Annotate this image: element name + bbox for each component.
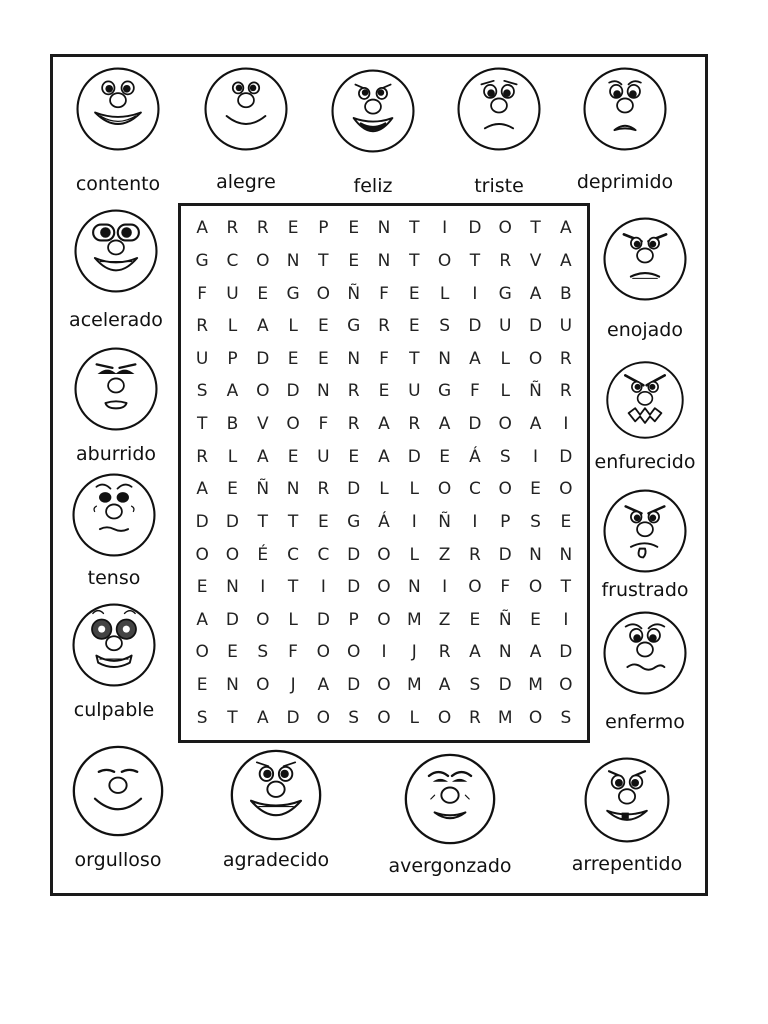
grid-letter: T <box>469 250 481 271</box>
emotion-card-aburrido <box>51 345 181 485</box>
grid-letter: R <box>408 414 421 435</box>
grid-letter: G <box>195 250 209 271</box>
grid-letter: L <box>409 707 420 728</box>
aburrido-face-icon <box>72 345 160 433</box>
grid-letter: O <box>559 675 573 696</box>
grid-letter: F <box>379 348 389 369</box>
grid-letter: A <box>226 381 239 402</box>
grid-letter: P <box>500 511 511 532</box>
grid-letter: F <box>288 642 298 663</box>
grid-letter: E <box>227 479 238 500</box>
emotion-label-contento: contento <box>75 173 161 195</box>
grid-letter: G <box>438 381 452 402</box>
enfurecido-face-icon <box>604 359 686 441</box>
grid-letter: T <box>409 218 420 239</box>
grid-letter: D <box>347 675 361 696</box>
grid-letter: U <box>559 316 573 337</box>
enojado-face-icon <box>601 215 689 303</box>
grid-letter: J <box>290 675 296 696</box>
grid-letter: O <box>286 414 300 435</box>
grid-letter: L <box>379 479 389 500</box>
acelerado-face-icon <box>72 207 160 295</box>
emotion-label-arrepentido: arrepentido <box>571 853 683 875</box>
grid-letter: O <box>316 283 331 304</box>
grid-letter: O <box>377 707 391 728</box>
grid-letter: D <box>347 479 361 500</box>
grid-letter: F <box>500 577 511 598</box>
grid-letter: O <box>256 250 270 271</box>
grid-letter: S <box>560 707 572 728</box>
grid-letter: O <box>498 218 512 239</box>
emotion-label-feliz: feliz <box>353 175 393 197</box>
grid-letter: E <box>408 283 420 304</box>
grid-letter: E <box>257 283 269 304</box>
grid-letter: R <box>469 544 481 565</box>
grid-letter: E <box>560 511 572 532</box>
grid-letter: N <box>226 675 239 696</box>
emotion-card-orgulloso <box>53 743 183 883</box>
emotion-card-feliz <box>308 67 438 207</box>
grid-letter: I <box>320 577 326 598</box>
grid-letter: T <box>318 250 329 271</box>
grid-letter: A <box>560 250 572 271</box>
grid-letter: E <box>287 446 299 467</box>
grid-letter: O <box>195 642 209 663</box>
grid-letter: D <box>256 348 270 369</box>
grid-letter: S <box>196 707 208 728</box>
grid-letter: Z <box>438 544 451 565</box>
grid-letter: S <box>439 316 450 337</box>
emotion-card-agradecido <box>211 747 341 887</box>
grid-letter: O <box>256 381 270 402</box>
grid-letter: F <box>318 414 329 435</box>
grid-letter: I <box>381 642 387 663</box>
culpable-face-icon <box>70 601 158 689</box>
grid-letter: N <box>347 348 361 369</box>
emotion-card-enfermo <box>580 609 710 749</box>
grid-letter: E <box>318 316 329 337</box>
emotion-card-contento <box>53 65 183 205</box>
grid-letter: I <box>533 446 539 467</box>
grid-letter: E <box>227 642 238 663</box>
grid-letter: T <box>409 348 420 369</box>
emotion-label-alegre: alegre <box>216 171 276 193</box>
grid-letter: S <box>196 381 208 402</box>
grid-letter: O <box>528 707 543 728</box>
grid-letter: E <box>318 511 329 532</box>
grid-letter: D <box>347 544 361 565</box>
grid-letter: O <box>437 707 452 728</box>
emotion-label-culpable: culpable <box>73 699 155 721</box>
grid-letter: T <box>287 511 299 532</box>
emotion-label-acelerado: acelerado <box>69 309 163 331</box>
grid-letter: N <box>377 250 391 271</box>
grid-letter: A <box>438 675 451 696</box>
grid-letter: Ñ <box>256 479 270 500</box>
grid-letter: E <box>408 316 420 337</box>
grid-letter: U <box>498 316 512 337</box>
grid-letter: U <box>408 381 421 402</box>
grid-letter: A <box>529 642 542 663</box>
grid-letter: E <box>378 381 390 402</box>
grid-letter: O <box>225 544 240 565</box>
emotion-label-frustrado: frustrado <box>601 579 689 601</box>
grid-letter: O <box>498 479 512 500</box>
grid-letter: R <box>317 479 330 500</box>
grid-letter: A <box>529 414 542 435</box>
grid-letter: T <box>196 414 208 435</box>
grid-letter: L <box>500 381 510 402</box>
emotion-label-tenso: tenso <box>87 567 141 589</box>
emotion-label-avergonzado: avergonzado <box>388 855 512 877</box>
grid-letter: R <box>438 642 451 663</box>
grid-letter: O <box>256 675 270 696</box>
grid-letter: D <box>407 446 421 467</box>
grid-letter: L <box>288 316 298 337</box>
grid-letter: D <box>286 707 300 728</box>
grid-letter: A <box>378 446 390 467</box>
grid-letter: L <box>288 609 298 630</box>
grid-letter: A <box>196 218 208 239</box>
grid-letter: I <box>442 577 448 598</box>
frustrado-face-icon <box>601 487 689 575</box>
grid-letter: R <box>378 316 390 337</box>
word-search-box <box>178 203 590 743</box>
grid-letter: E <box>348 250 360 271</box>
grid-letter: F <box>197 283 208 304</box>
grid-letter: A <box>469 348 481 369</box>
grid-letter: G <box>498 283 512 304</box>
emotion-label-enfurecido: enfurecido <box>594 451 696 473</box>
grid-letter: D <box>195 511 209 532</box>
grid-letter: D <box>316 609 330 630</box>
deprimido-face-icon <box>581 65 669 153</box>
grid-letter: R <box>226 218 239 239</box>
grid-letter: C <box>226 250 239 271</box>
grid-letter: E <box>196 577 208 598</box>
grid-letter: S <box>348 707 360 728</box>
grid-letter: O <box>377 609 391 630</box>
grid-letter: O <box>346 642 361 663</box>
grid-letter: A <box>378 414 390 435</box>
grid-letter: N <box>226 577 239 598</box>
grid-letter: T <box>287 577 299 598</box>
grid-letter: E <box>196 675 208 696</box>
grid-letter: N <box>529 544 542 565</box>
grid-letter: E <box>287 348 299 369</box>
grid-letter: A <box>256 316 269 337</box>
emotion-card-tenso <box>49 471 179 611</box>
grid-letter: D <box>347 577 361 598</box>
emotion-card-culpable <box>49 601 179 741</box>
contento-face-icon <box>74 65 162 153</box>
grid-letter: D <box>468 414 482 435</box>
grid-letter: B <box>226 414 239 435</box>
word-search-grid <box>187 212 581 734</box>
grid-letter: E <box>530 609 541 630</box>
grid-letter: O <box>498 414 512 435</box>
grid-letter: E <box>439 446 450 467</box>
worksheet <box>50 54 708 896</box>
grid-letter: A <box>317 675 330 696</box>
emotion-card-enojado <box>580 215 710 355</box>
grid-letter: O <box>437 250 452 271</box>
grid-letter: G <box>347 316 361 337</box>
grid-letter: R <box>499 250 512 271</box>
avergonzado-face-icon <box>402 751 498 847</box>
grid-letter: O <box>377 544 391 565</box>
grid-letter: O <box>528 348 543 369</box>
emotion-card-alegre <box>181 65 311 205</box>
grid-letter: D <box>498 544 512 565</box>
grid-letter: E <box>287 218 299 239</box>
grid-letter: Z <box>438 609 451 630</box>
grid-letter: N <box>438 348 451 369</box>
grid-letter: O <box>377 675 391 696</box>
grid-letter: A <box>529 283 542 304</box>
arrepentido-face-icon <box>582 755 672 845</box>
grid-letter: I <box>472 283 478 304</box>
grid-letter: L <box>227 446 238 467</box>
grid-letter: E <box>348 446 360 467</box>
emotion-card-avergonzado <box>385 751 515 891</box>
grid-letter: S <box>530 511 541 532</box>
grid-letter: I <box>472 511 478 532</box>
grid-letter: L <box>409 479 420 500</box>
grid-letter: O <box>559 479 573 500</box>
grid-letter: T <box>409 250 420 271</box>
grid-letter: Á <box>469 446 481 467</box>
grid-letter: T <box>530 218 541 239</box>
emotion-card-frustrado <box>580 487 710 627</box>
grid-letter: Á <box>378 511 390 532</box>
emotion-card-deprimido <box>560 65 690 205</box>
grid-letter: N <box>286 250 300 271</box>
grid-letter: R <box>196 446 209 467</box>
emotion-card-triste <box>434 65 564 205</box>
grid-letter: D <box>225 511 239 532</box>
grid-letter: D <box>559 642 573 663</box>
grid-letter: E <box>318 348 329 369</box>
grid-letter: J <box>411 642 417 663</box>
grid-letter: O <box>437 479 452 500</box>
tenso-face-icon <box>70 471 158 559</box>
grid-letter: G <box>347 511 361 532</box>
grid-letter: N <box>559 544 573 565</box>
grid-letter: É <box>257 544 269 565</box>
grid-letter: N <box>286 479 300 500</box>
grid-letter: M <box>406 609 422 630</box>
grid-letter: I <box>563 609 569 630</box>
grid-letter: F <box>470 381 480 402</box>
grid-letter: Ñ <box>438 511 451 532</box>
grid-letter: A <box>196 609 208 630</box>
grid-letter: R <box>559 381 572 402</box>
grid-letter: O <box>468 577 482 598</box>
grid-letter: D <box>528 316 543 337</box>
grid-letter: D <box>225 609 239 630</box>
triste-face-icon <box>455 65 543 153</box>
grid-letter: F <box>379 283 389 304</box>
grid-letter: A <box>469 642 481 663</box>
grid-letter: P <box>348 609 359 630</box>
grid-letter: M <box>497 707 513 728</box>
grid-letter: T <box>560 577 572 598</box>
grid-letter: V <box>529 250 542 271</box>
emotion-label-triste: triste <box>474 175 524 197</box>
grid-letter: I <box>260 577 266 598</box>
grid-letter: Ñ <box>529 381 542 402</box>
emotion-card-enfurecido <box>580 359 710 499</box>
grid-letter: R <box>559 348 572 369</box>
grid-letter: I <box>442 218 448 239</box>
grid-letter: E <box>469 609 481 630</box>
grid-letter: C <box>468 479 481 500</box>
grid-letter: P <box>318 218 329 239</box>
grid-letter: O <box>316 707 331 728</box>
grid-letter: R <box>347 414 360 435</box>
alegre-face-icon <box>202 65 290 153</box>
grid-letter: N <box>317 381 330 402</box>
grid-letter: Ñ <box>347 283 361 304</box>
grid-letter: A <box>196 479 208 500</box>
grid-letter: R <box>347 381 360 402</box>
grid-letter: S <box>499 446 511 467</box>
enfermo-face-icon <box>601 609 689 697</box>
grid-letter: I <box>563 414 569 435</box>
agradecido-face-icon <box>228 747 324 843</box>
grid-letter: A <box>256 707 269 728</box>
grid-letter: E <box>530 479 541 500</box>
grid-letter: C <box>287 544 299 565</box>
grid-letter: D <box>559 446 573 467</box>
emotion-label-aburrido: aburrido <box>76 443 156 465</box>
emotion-card-acelerado <box>51 207 181 347</box>
grid-letter: D <box>468 218 482 239</box>
grid-letter: A <box>438 414 451 435</box>
orgulloso-face-icon <box>70 743 166 839</box>
emotion-card-arrepentido <box>562 755 692 895</box>
grid-letter: U <box>195 348 209 369</box>
grid-letter: D <box>286 381 300 402</box>
grid-letter: M <box>528 675 543 696</box>
grid-letter: S <box>257 642 269 663</box>
emotion-label-deprimido: deprimido <box>576 171 674 193</box>
grid-letter: N <box>407 577 421 598</box>
grid-letter: R <box>256 218 269 239</box>
emotion-label-enojado: enojado <box>607 319 683 341</box>
emotion-label-agradecido: agradecido <box>222 849 330 871</box>
grid-letter: Ñ <box>498 609 512 630</box>
grid-letter: N <box>498 642 512 663</box>
grid-letter: T <box>257 511 268 532</box>
grid-letter: E <box>348 218 360 239</box>
emotion-label-enfermo: enfermo <box>605 711 685 733</box>
grid-letter: O <box>195 544 209 565</box>
grid-letter: N <box>377 218 391 239</box>
grid-letter: A <box>560 218 572 239</box>
grid-letter: T <box>227 707 238 728</box>
grid-letter: R <box>469 707 481 728</box>
grid-letter: P <box>227 348 238 369</box>
grid-letter: I <box>411 511 417 532</box>
grid-letter: O <box>316 642 331 663</box>
emotion-label-orgulloso: orgulloso <box>74 849 162 871</box>
grid-letter: S <box>469 675 481 696</box>
grid-letter: D <box>468 316 482 337</box>
grid-letter: O <box>256 609 270 630</box>
grid-letter: D <box>498 675 512 696</box>
grid-letter: B <box>560 283 572 304</box>
grid-letter: C <box>317 544 330 565</box>
grid-letter: U <box>317 446 330 467</box>
grid-letter: O <box>377 577 391 598</box>
grid-letter: M <box>406 675 422 696</box>
grid-letter: L <box>500 348 510 369</box>
grid-letter: G <box>286 283 300 304</box>
feliz-face-icon <box>329 67 417 155</box>
grid-letter: U <box>226 283 239 304</box>
grid-letter: A <box>256 446 269 467</box>
grid-letter: L <box>439 283 450 304</box>
grid-letter: L <box>409 544 420 565</box>
grid-letter: R <box>196 316 209 337</box>
grid-letter: O <box>528 577 543 598</box>
grid-letter: L <box>227 316 238 337</box>
grid-letter: V <box>256 414 269 435</box>
